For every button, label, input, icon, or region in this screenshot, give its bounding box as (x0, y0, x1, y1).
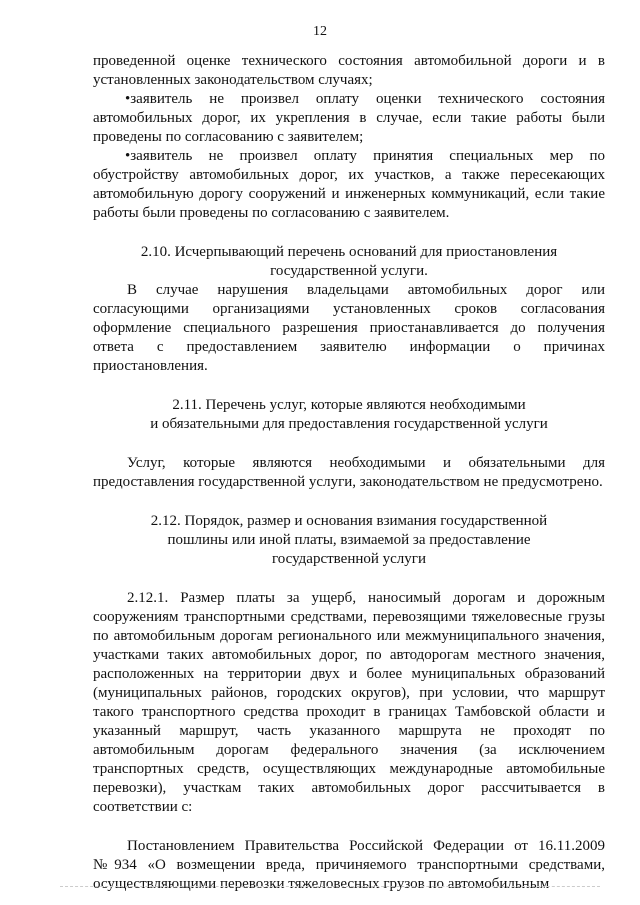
scan-artifact-divider (60, 886, 600, 891)
section-heading-2-11-line-1: 2.11. Перечень услуг, которые являются необходимыми (172, 397, 526, 413)
paragraph-2-11: Услуг, которые являются необходимыми и обязательными для предоставления государственной услуги, законодательством не предусмотрено. (93, 455, 605, 490)
bullet-item-special-measures-payment: •заявитель не произвел оплату принятия специальных мер по обустройству автомобильных дорог, их участков, а также пересекающих автомобильную дорогу сооружений и инженерных коммуникаций, если такие работы были проведены по согласованию с заявителем. (93, 148, 605, 221)
page-number: 12 (313, 24, 327, 39)
paragraph-continuation: проведенной оценке технического состояния автомобильной дороги и в установленных законодательством случаях; (93, 53, 605, 88)
section-heading-2-12-line-1: 2.12. Порядок, размер и основания взимания государственной (150, 513, 548, 529)
document-body (93, 52, 605, 894)
section-heading-2-10-line-2: государственной услуги. (270, 263, 428, 279)
paragraph-2-10: В случае нарушения владельцами автомобильных дорог или согласующими организациями установленных сроков согласования оформление специального разрешения приостанавливается до получения ответа с предоставлением заявителю информации о причинах приостановления. (93, 282, 605, 374)
section-heading-2-10-line-1: 2.10. Исчерпывающий перечень оснований для приостановления (140, 244, 558, 260)
section-heading-2-12-line-3: государственной услуги (272, 551, 426, 567)
bullet-item-assessment-payment: •заявитель не произвел оплату оценки технического состояния автомобильных дорог, их укрепления в случае, если такие работы были проведены по согласованию с заявителем; (93, 91, 605, 145)
paragraph-2-12-1: 2.12.1. Размер платы за ущерб, наносимый дорогам и дорожным сооружениям транспортными средствами, перевозящими тяжеловесные грузы по автомобильным дорогам регионального или межмуниципального значения, участками таких автомобильных дорог, по автодорогам местного значения, расположенных на территории двух и более муниципальных образований (муниципальных районов, городских округов), при условии, что маршрут такого транспортного средства проходит в границах Тамбовской области и указанный маршрут, часть указанного маршрута не проходят по автомобильным дорогам федерального значения (за исключением транспортных средств, осуществляющих международные автомобильные перевозки), участкам таких автомобильных дорог рассчитывается в соответствии с: (93, 590, 605, 815)
paragraph-resolution-934: Постановлением Правительства Российской Федерации от 16.11.2009 №934 «О возмещении вреда, причиняемого транспортными средствами, осуществляющими перевозки тяжеловесных грузов по автомобильным (93, 838, 605, 892)
section-heading-2-12-line-2: пошлины или иной платы, взимаемой за предоставление (167, 532, 531, 548)
section-heading-2-11-line-2: и обязательными для предоставления государственной услуги (150, 416, 548, 432)
